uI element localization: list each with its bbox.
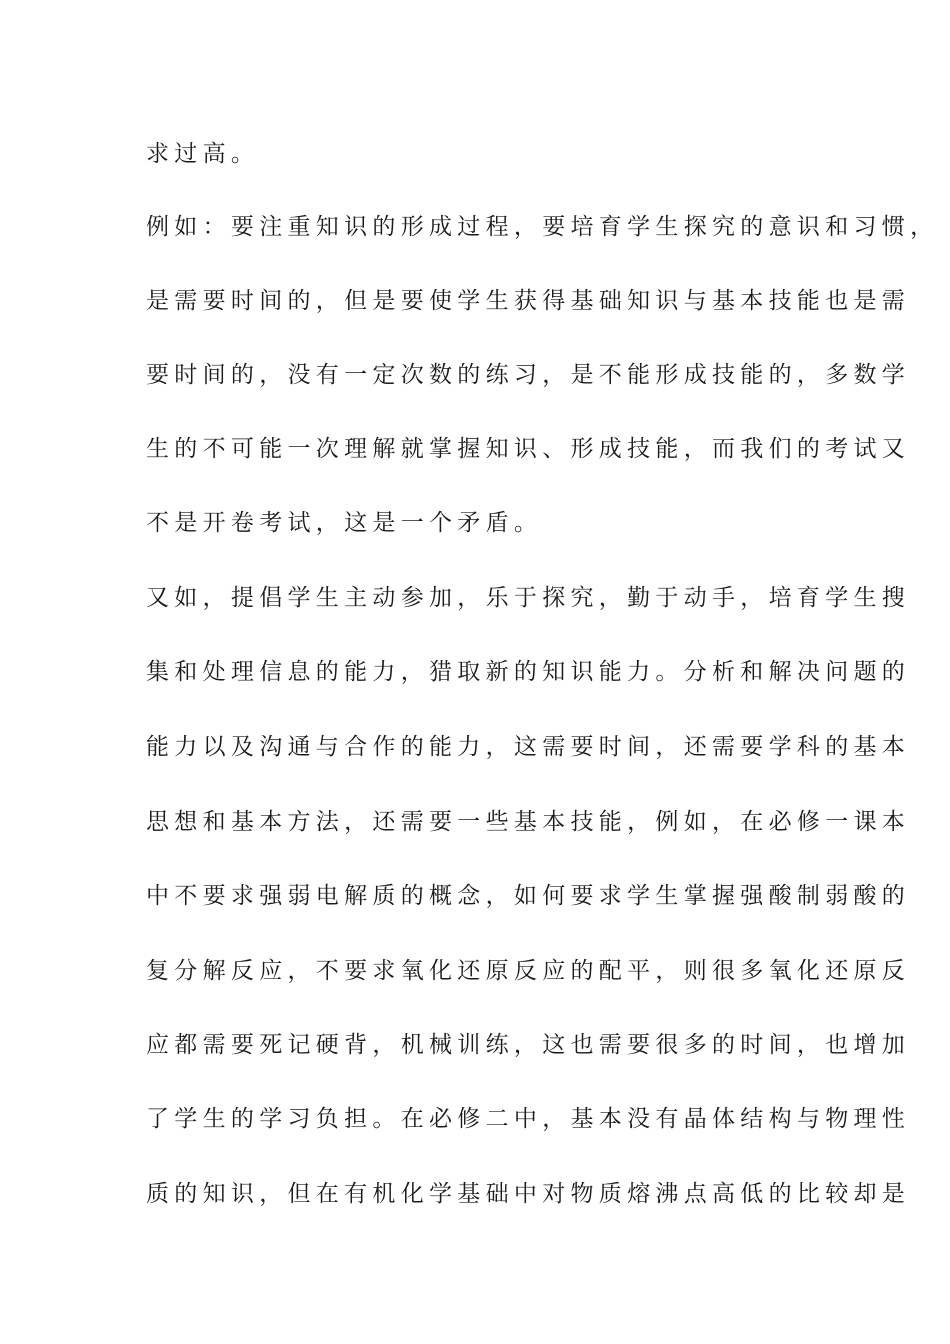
text-line: 求过高。 [146,141,260,167]
text-line: 例如：要注重知识的形成过程，要培育学生探究的意识和习惯， [146,214,939,240]
text-line: 质的知识，但在有机化学基础中对物质熔沸点高低的比较却是 [146,1181,911,1207]
text-line: 复分解反应，不要求氧化还原反应的配平，则很多氧化还原反 [146,958,911,984]
text-line: 思想和基本方法，还需要一些基本技能，例如，在必修一课本 [146,809,911,835]
text-line: 又如，提倡学生主动参加，乐于探究，勤于动手，培育学生搜 [146,585,911,611]
text-line: 能力以及沟通与合作的能力，这需要时间，还需要学科的基本 [146,734,911,760]
text-line: 集和处理信息的能力，猎取新的知识能力。分析和解决问题的 [146,659,911,685]
text-line: 了学生的学习负担。在必修二中，基本没有晶体结构与物理性 [146,1106,911,1132]
text-line: 生的不可能一次理解就掌握知识、形成技能，而我们的考试又 [146,436,911,462]
text-line: 应都需要死记硬背，机械训练，这也需要很多的时间，也增加 [146,1032,911,1058]
text-line: 是需要时间的，但是要使学生获得基础知识与基本技能也是需 [146,288,911,314]
text-line: 不是开卷考试，这是一个矛盾。 [146,510,543,536]
text-line: 要时间的，没有一定次数的练习，是不能形成技能的，多数学 [146,362,911,388]
text-line: 中不要求强弱电解质的概念，如何要求学生掌握强酸制弱酸的 [146,883,911,909]
